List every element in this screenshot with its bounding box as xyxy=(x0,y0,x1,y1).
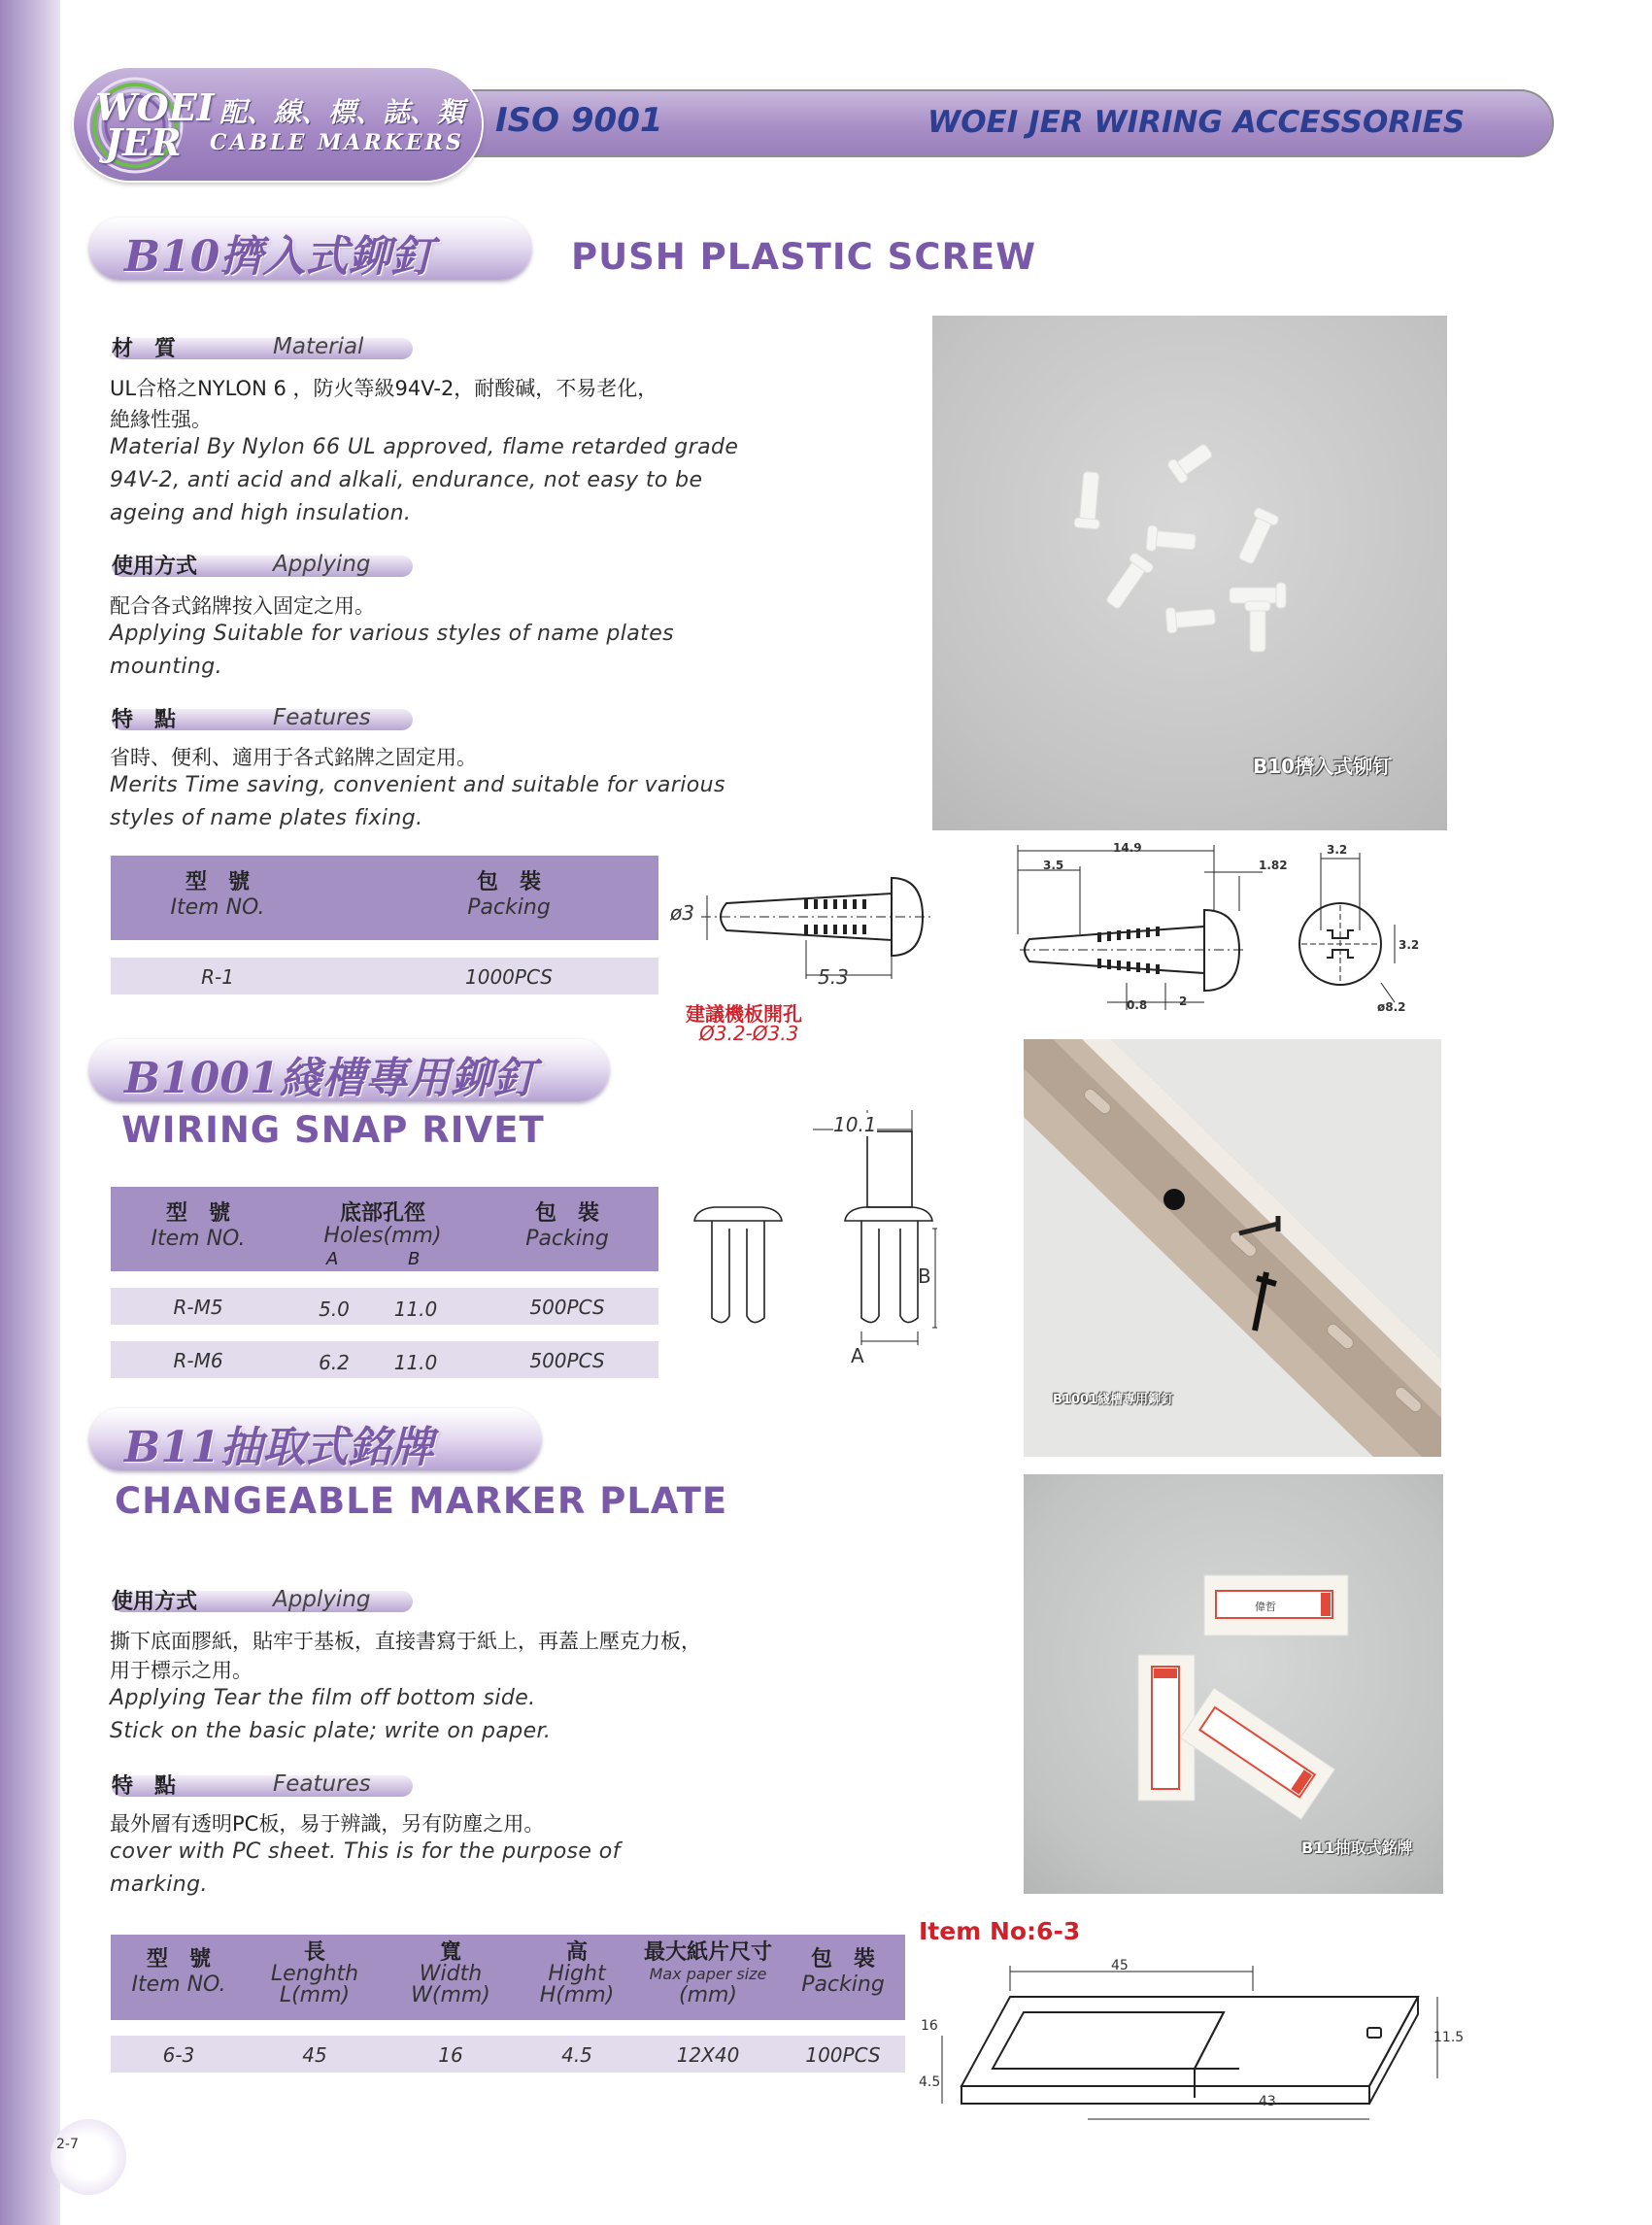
b10-hole-note-1: 建議機板開孔 xyxy=(686,1002,802,1026)
b11-features-zh: 最外層有透明PC板，易于辨識，另有防塵之用。 xyxy=(110,1812,545,1836)
b10-features-zh: 省時、便利、適用于各式銘牌之固定用。 xyxy=(110,746,477,769)
b11-drawing xyxy=(913,1952,1457,2137)
table-row: 6-3 45 16 4.5 12X40 100PCS xyxy=(111,2036,905,2073)
b1001-dim-b: B xyxy=(918,1264,931,1288)
b1001-header-holes: 底部孔徑 Holes(mm) xyxy=(323,1201,442,1248)
b11-applying-zh-2: 用于標示之用。 xyxy=(110,1659,253,1682)
b11-dim-11-5: 11.5 xyxy=(1433,2030,1465,2045)
b10-dim-3-2-side: 3.2 xyxy=(1399,938,1420,952)
b1001-title: B1001綫槽專用鉚釘 xyxy=(124,1054,536,1103)
left-decorative-strip xyxy=(0,0,60,2225)
b10-material-en-1: Material By Nylon 66 UL approved, flame retarded grade xyxy=(110,435,739,459)
b11-photo xyxy=(1024,1474,1443,1894)
b10-technical-drawing xyxy=(1010,837,1418,1031)
b1001-photo xyxy=(1024,1039,1441,1457)
b10-dim-3-5: 3.5 xyxy=(1043,859,1064,872)
b10-applying-zh: 配合各式銘牌按入固定之用。 xyxy=(110,594,375,618)
b10-dim-len: 5.3 xyxy=(818,965,849,989)
b10-applying-en-2: mounting. xyxy=(110,655,223,679)
b11-applying-zh-1: 撕下底面膠紙，貼牢于基板，直接書寫于紙上，再蓋上壓克力板， xyxy=(110,1630,701,1653)
b11-header-paper: 最大紙片尺寸 Max paper size (mm) xyxy=(643,1940,772,2007)
b11-dim-4-5: 4.5 xyxy=(919,2074,941,2090)
b11-plate-label: 偉哲 xyxy=(1255,1601,1276,1613)
b10-material-en-2: 94V-2, anti acid and alkali, endurance, not easy to be xyxy=(110,468,703,492)
logo-jer: JER xyxy=(105,120,182,164)
logo-chinese: 配、線、標、誌、類 xyxy=(219,96,465,128)
b11-applying-label: 使用方式 Applying xyxy=(112,1585,413,1614)
b10-title: B10擠入式鉚釘 xyxy=(124,232,434,282)
b10-features-label: 特 點 Features xyxy=(112,703,413,732)
b11-header-item: 型 號 Item NO. xyxy=(131,1947,226,1997)
page-number-badge xyxy=(51,2119,126,2195)
b11-title: B11抽取式銘牌 xyxy=(124,1423,434,1472)
b11-photo-caption: B11抽取式銘牌 xyxy=(1301,1838,1413,1857)
b1001-dim-10-1: 10.1 xyxy=(833,1113,877,1136)
b11-dim-45: 45 xyxy=(1111,1958,1129,1973)
b1001-title-en: WIRING SNAP RIVET xyxy=(121,1109,545,1151)
b10-dim-1-82: 1.82 xyxy=(1259,859,1288,872)
logo-woei: WOEI xyxy=(95,85,215,129)
b10-dim-dia-8-2: ø8.2 xyxy=(1377,1000,1406,1014)
b11-dim-16: 16 xyxy=(921,2018,938,2034)
iso-label: ISO 9001 xyxy=(495,101,663,140)
company-name: WOEI JER WIRING ACCESSORIES xyxy=(927,105,1466,140)
b11-features-label: 特 點 Features xyxy=(112,1770,413,1799)
b11-header-length: 長 Lenghth L(mm) xyxy=(270,1940,359,2007)
b10-dim-3-2-top: 3.2 xyxy=(1327,843,1348,857)
b10-features-en-1: Merits Time saving, convenient and suitable for various xyxy=(110,773,725,797)
b10-features-en-2: styles of name plates fixing. xyxy=(110,806,423,830)
logo-english: CABLE MARKERS xyxy=(210,130,464,155)
b10-photo xyxy=(932,316,1447,830)
b1001-header-a: A xyxy=(326,1249,339,1269)
b10-dim-2: 2 xyxy=(1179,995,1188,1008)
b10-applying-en-1: Applying Suitable for various styles of name plates xyxy=(110,622,674,646)
b1001-header-packing: 包 裝 Packing xyxy=(525,1201,609,1251)
b10-dim-14-9: 14.9 xyxy=(1113,841,1142,855)
b10-header-item: 型 號 Item NO. xyxy=(170,870,265,920)
b10-header-packing: 包 裝 Packing xyxy=(467,870,551,920)
b11-header-width: 寬 Width W(mm) xyxy=(411,1940,490,2007)
b11-header-height: 高 Hight H(mm) xyxy=(539,1940,615,2007)
b10-dim-dia: ø3 xyxy=(670,901,694,925)
b10-hole-note-2: Ø3.2-Ø3.3 xyxy=(699,1022,799,1045)
b10-photo-caption: B10擠入式铆钉 xyxy=(1253,755,1393,778)
b10-title-en: PUSH PLASTIC SCREW xyxy=(571,236,1037,278)
b1001-dim-a: A xyxy=(851,1344,864,1367)
b10-material-label: 材 質 Material xyxy=(112,332,413,361)
b11-table-header xyxy=(111,1935,905,2020)
b10-material-zh-1: UL合格之NYLON 6 ，防火等級94V-2，耐酸碱，不易老化， xyxy=(110,377,658,400)
table-row: R-1 1000PCS xyxy=(111,958,658,995)
b11-applying-en-2: Stick on the basic plate; write on paper. xyxy=(110,1719,552,1743)
b1001-photo-caption: B1001綫槽專用鉚釘 xyxy=(1053,1393,1174,1407)
b10-table-header xyxy=(111,856,658,940)
b10-material-en-3: ageing and high insulation. xyxy=(110,501,412,525)
b11-title-en: CHANGEABLE MARKER PLATE xyxy=(115,1480,728,1522)
b1001-table-header xyxy=(111,1187,658,1271)
b1001-drawing xyxy=(685,1102,947,1365)
b11-applying-en-1: Applying Tear the film off bottom side. xyxy=(110,1686,536,1710)
b11-features-en-1: cover with PC sheet. This is for the purpose of xyxy=(110,1839,621,1864)
b10-material-zh-2: 絶緣性强。 xyxy=(110,408,212,431)
b11-features-en-2: marking. xyxy=(110,1872,208,1897)
b1001-header-item: 型 號 Item NO. xyxy=(151,1201,246,1251)
b11-item-no: Item No:6-3 xyxy=(919,1917,1081,1945)
marker-plates-image xyxy=(1024,1474,1443,1894)
b11-dim-43: 43 xyxy=(1259,2094,1276,2109)
b11-header-packing: 包 裝 Packing xyxy=(801,1947,885,1997)
b10-applying-label: 使用方式 Applying xyxy=(112,550,413,579)
brand-logo xyxy=(74,68,482,181)
b10-dim-0-8: 0.8 xyxy=(1127,998,1148,1012)
page-number: 2-7 xyxy=(56,2137,79,2152)
b1001-header-b: B xyxy=(408,1249,421,1269)
table-row: R-M6 6.2 11.0 500PCS xyxy=(111,1341,658,1378)
table-row: R-M5 5.0 11.0 500PCS xyxy=(111,1288,658,1325)
